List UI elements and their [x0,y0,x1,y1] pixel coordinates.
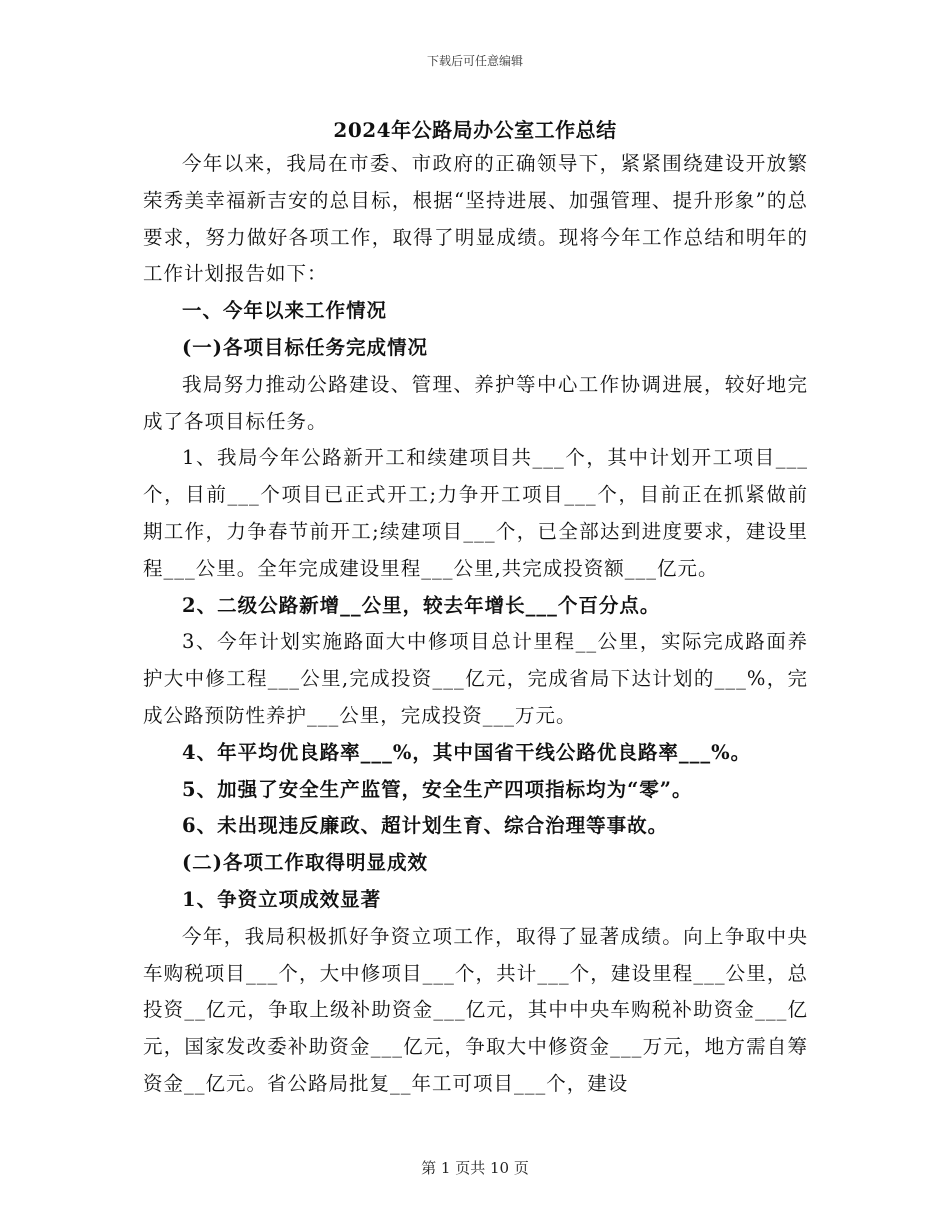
bold-item: 2、二级公路新增__公里，较去年增长___个百分点。 [182,593,661,617]
page-footer: 第 1 页共 10 页 [421,1159,529,1177]
section-heading: 一、今年以来工作情况 [182,299,388,323]
paragraph: 3、今年计划实施路面大中修项目总计里程__公里，实际完成路面养护大中修工程___公里,完成投资___亿元，完成省局下达计划的___%，完成公路预防性养护___公里，完成投资___万元。 [143,630,808,727]
bold-item: 6、未出现违反廉政、超计划生育、综合治理等事故。 [182,814,669,838]
bold-item: 4、年平均优良路率___%，其中国省干线公路优良路率___%。 [182,740,752,764]
header-note: 下载后可任意编辑 [426,54,523,68]
subsection-heading: (一)各项目标任务完成情况 [182,335,428,359]
document-title: 2024年公路局办公室工作总结 [333,118,617,142]
document-body [143,146,808,1103]
item-heading: 1、争资立项成效显著 [182,887,382,911]
bold-item: 5、加强了安全生产监管，安全生产四项指标均为“零”。 [182,777,693,801]
subsection-heading: (二)各项工作取得明显成效 [182,851,428,875]
paragraph: 今年以来，我局在市委、市政府的正确领导下，紧紧围绕建设开放繁荣秀美幸福新吉安的总目标，根据“坚持进展、加强管理、提升形象”的总要求，努力做好各项工作，取得了明显成绩。现将今年工作总结和明年的工作计划报告如下： [143,152,808,286]
paragraph: 1、我局今年公路新开工和续建项目共___个，其中计划开工项目___个，目前___个项目已正式开工;力争开工项目___个，目前正在抓紧做前期工作，力争春节前开工;续建项目___个，已全部达到进度要求，建设里程___公里。全年完成建设里程___公里,共完成投资额___亿元。 [143,446,808,580]
paragraph: 我局努力推动公路建设、管理、养护等中心工作协调进展，较好地完成了各项目标任务。 [143,372,808,433]
paragraph: 今年，我局积极抓好争资立项工作，取得了显著成绩。向上争取中央车购税项目___个，大中修项目___个，共计___个，建设里程___公里，总投资__亿元，争取上级补助资金___亿元，其中中央车购税补助资金___亿元，国家发改委补助资金___亿元，争取大中修资金___万元，地方需自筹资金__亿元。省公路局批复__年工可项目___个，建设 [143,924,808,1095]
